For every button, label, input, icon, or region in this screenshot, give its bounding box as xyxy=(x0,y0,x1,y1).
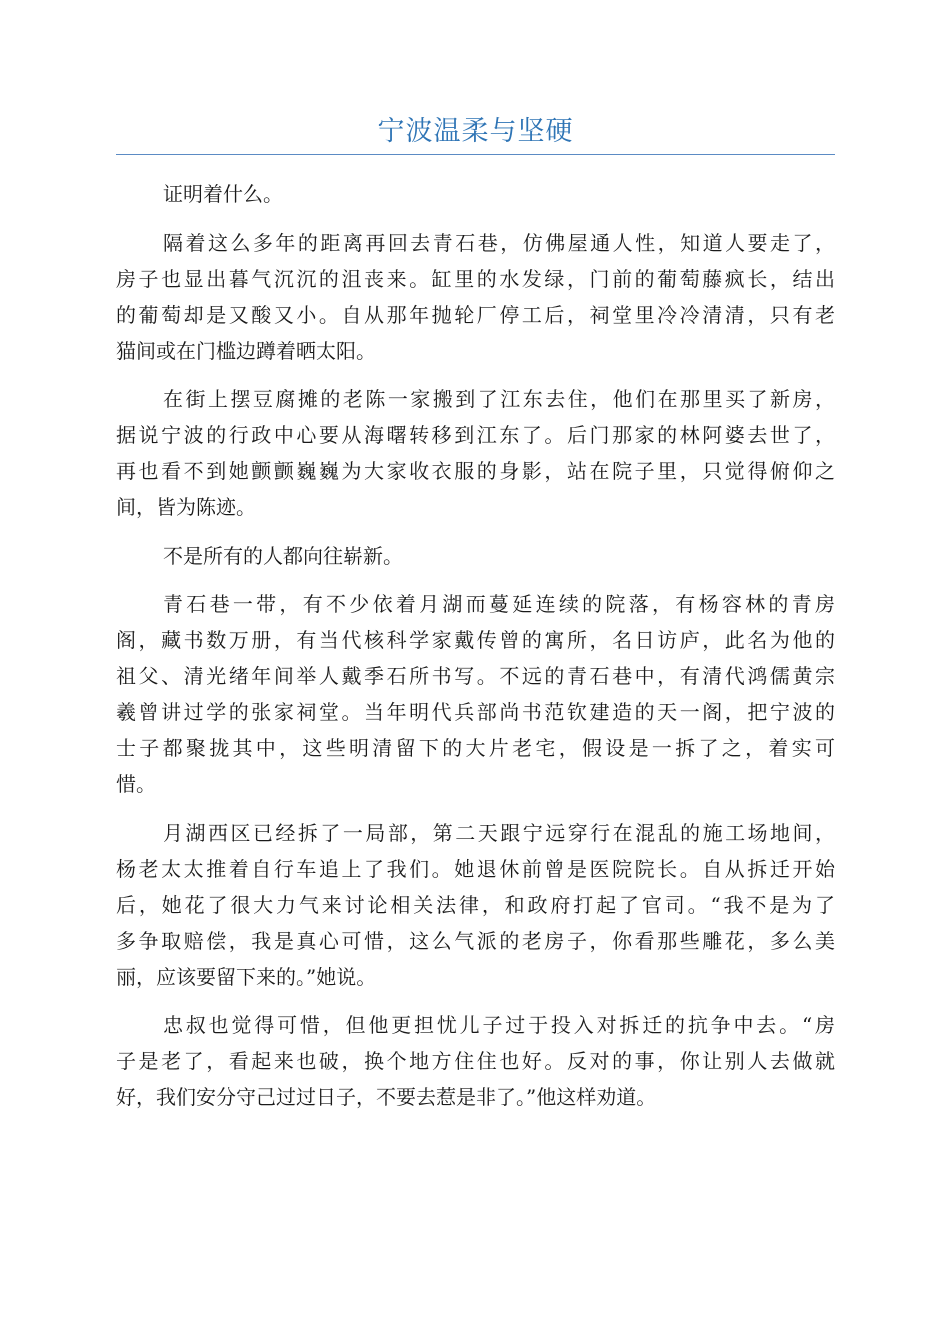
paragraph-line: 月湖西区已经拆了一局部，第二天跟宁远穿行在混乱的施工场地间， xyxy=(163,820,835,845)
paragraph-line: 的葡萄却是又酸又小。自从那年抛轮厂停工后，祠堂里冷冷清清，只有老 xyxy=(116,302,835,327)
paragraph-line: 在街上摆豆腐摊的老陈一家搬到了江东去住，他们在那里买了新房， xyxy=(163,387,835,411)
paragraph xyxy=(116,176,835,212)
paragraph-line: 子是老了，看起来也破，换个地方住住也好。反对的事，你让别人去做就 xyxy=(116,1049,835,1073)
paragraph-line: 据说宁波的行政中心要从海曙转移到江东了。后门那家的林阿婆去世了， xyxy=(116,423,835,447)
paragraph-line: 证明着什么。 xyxy=(163,182,283,206)
paragraph-line: 好，我们安分守己过过日子，不要去惹是非了。”他这样劝道。 xyxy=(116,1085,657,1109)
paragraph-line: 丽，应该要留下来的。”她说。 xyxy=(116,964,377,989)
paragraph-line: 猫间或在门槛边蹲着晒太阳。 xyxy=(116,338,376,363)
paragraph-line: 祖父、清光绪年间举人戴季石所书写。不远的青石巷中，有清代鸿儒黄宗 xyxy=(116,664,835,688)
paragraph-line: 再也看不到她颤颤巍巍为大家收衣服的身影，站在院子里，只觉得俯仰之 xyxy=(116,459,835,483)
paragraph xyxy=(116,225,835,369)
paragraph xyxy=(116,538,835,574)
paragraph-line: 多争取赔偿，我是真心可惜，这么气派的老房子，你看那些雕花，多么美 xyxy=(116,928,835,953)
paragraph-line: 士子都聚拢其中，这些明清留下的大片老宅，假设是一拆了之，着实可 xyxy=(116,736,835,760)
paragraph xyxy=(116,586,835,802)
paragraph-line: 不是所有的人都向往崭新。 xyxy=(163,543,403,568)
title-underline xyxy=(116,154,835,155)
document-body xyxy=(116,176,835,1128)
paragraph xyxy=(116,381,835,525)
paragraph-line: 隔着这么多年的距离再回去青石巷，仿佛屋通人性，知道人要走了， xyxy=(163,230,835,255)
paragraph-line: 青石巷一带，有不少依着月湖而蔓延连续的院落，有杨容林的青房 xyxy=(163,592,835,616)
paragraph-line: 惜。 xyxy=(116,772,156,796)
paragraph-line: 后，她花了很大力气来讨论相关法律，和政府打起了官司。“我不是为了 xyxy=(116,892,835,917)
paragraph-line: 房子也显出暮气沉沉的沮丧来。缸里的水发绿，门前的葡萄藤疯长，结出 xyxy=(116,266,835,291)
paragraph-line: 忠叔也觉得可惜，但他更担忧儿子过于投入对拆迁的抗争中去。“房 xyxy=(163,1013,835,1037)
paragraph-line: 杨老太太推着自行车追上了我们。她退休前曾是医院院长。自从拆迁开始 xyxy=(116,856,835,881)
paragraph-line: 羲曾讲过学的张家祠堂。当年明代兵部尚书范钦建造的天一阁，把宁波的 xyxy=(116,700,835,724)
paragraph-line: 阁，藏书数万册，有当代核科学家戴传曾的寓所，名日访庐，此名为他的 xyxy=(116,628,835,652)
document-title: 宁波温柔与坚硬 xyxy=(377,116,574,147)
paragraph-line: 间，皆为陈迹。 xyxy=(116,495,256,519)
paragraph xyxy=(116,1007,835,1115)
paragraph xyxy=(116,815,835,995)
